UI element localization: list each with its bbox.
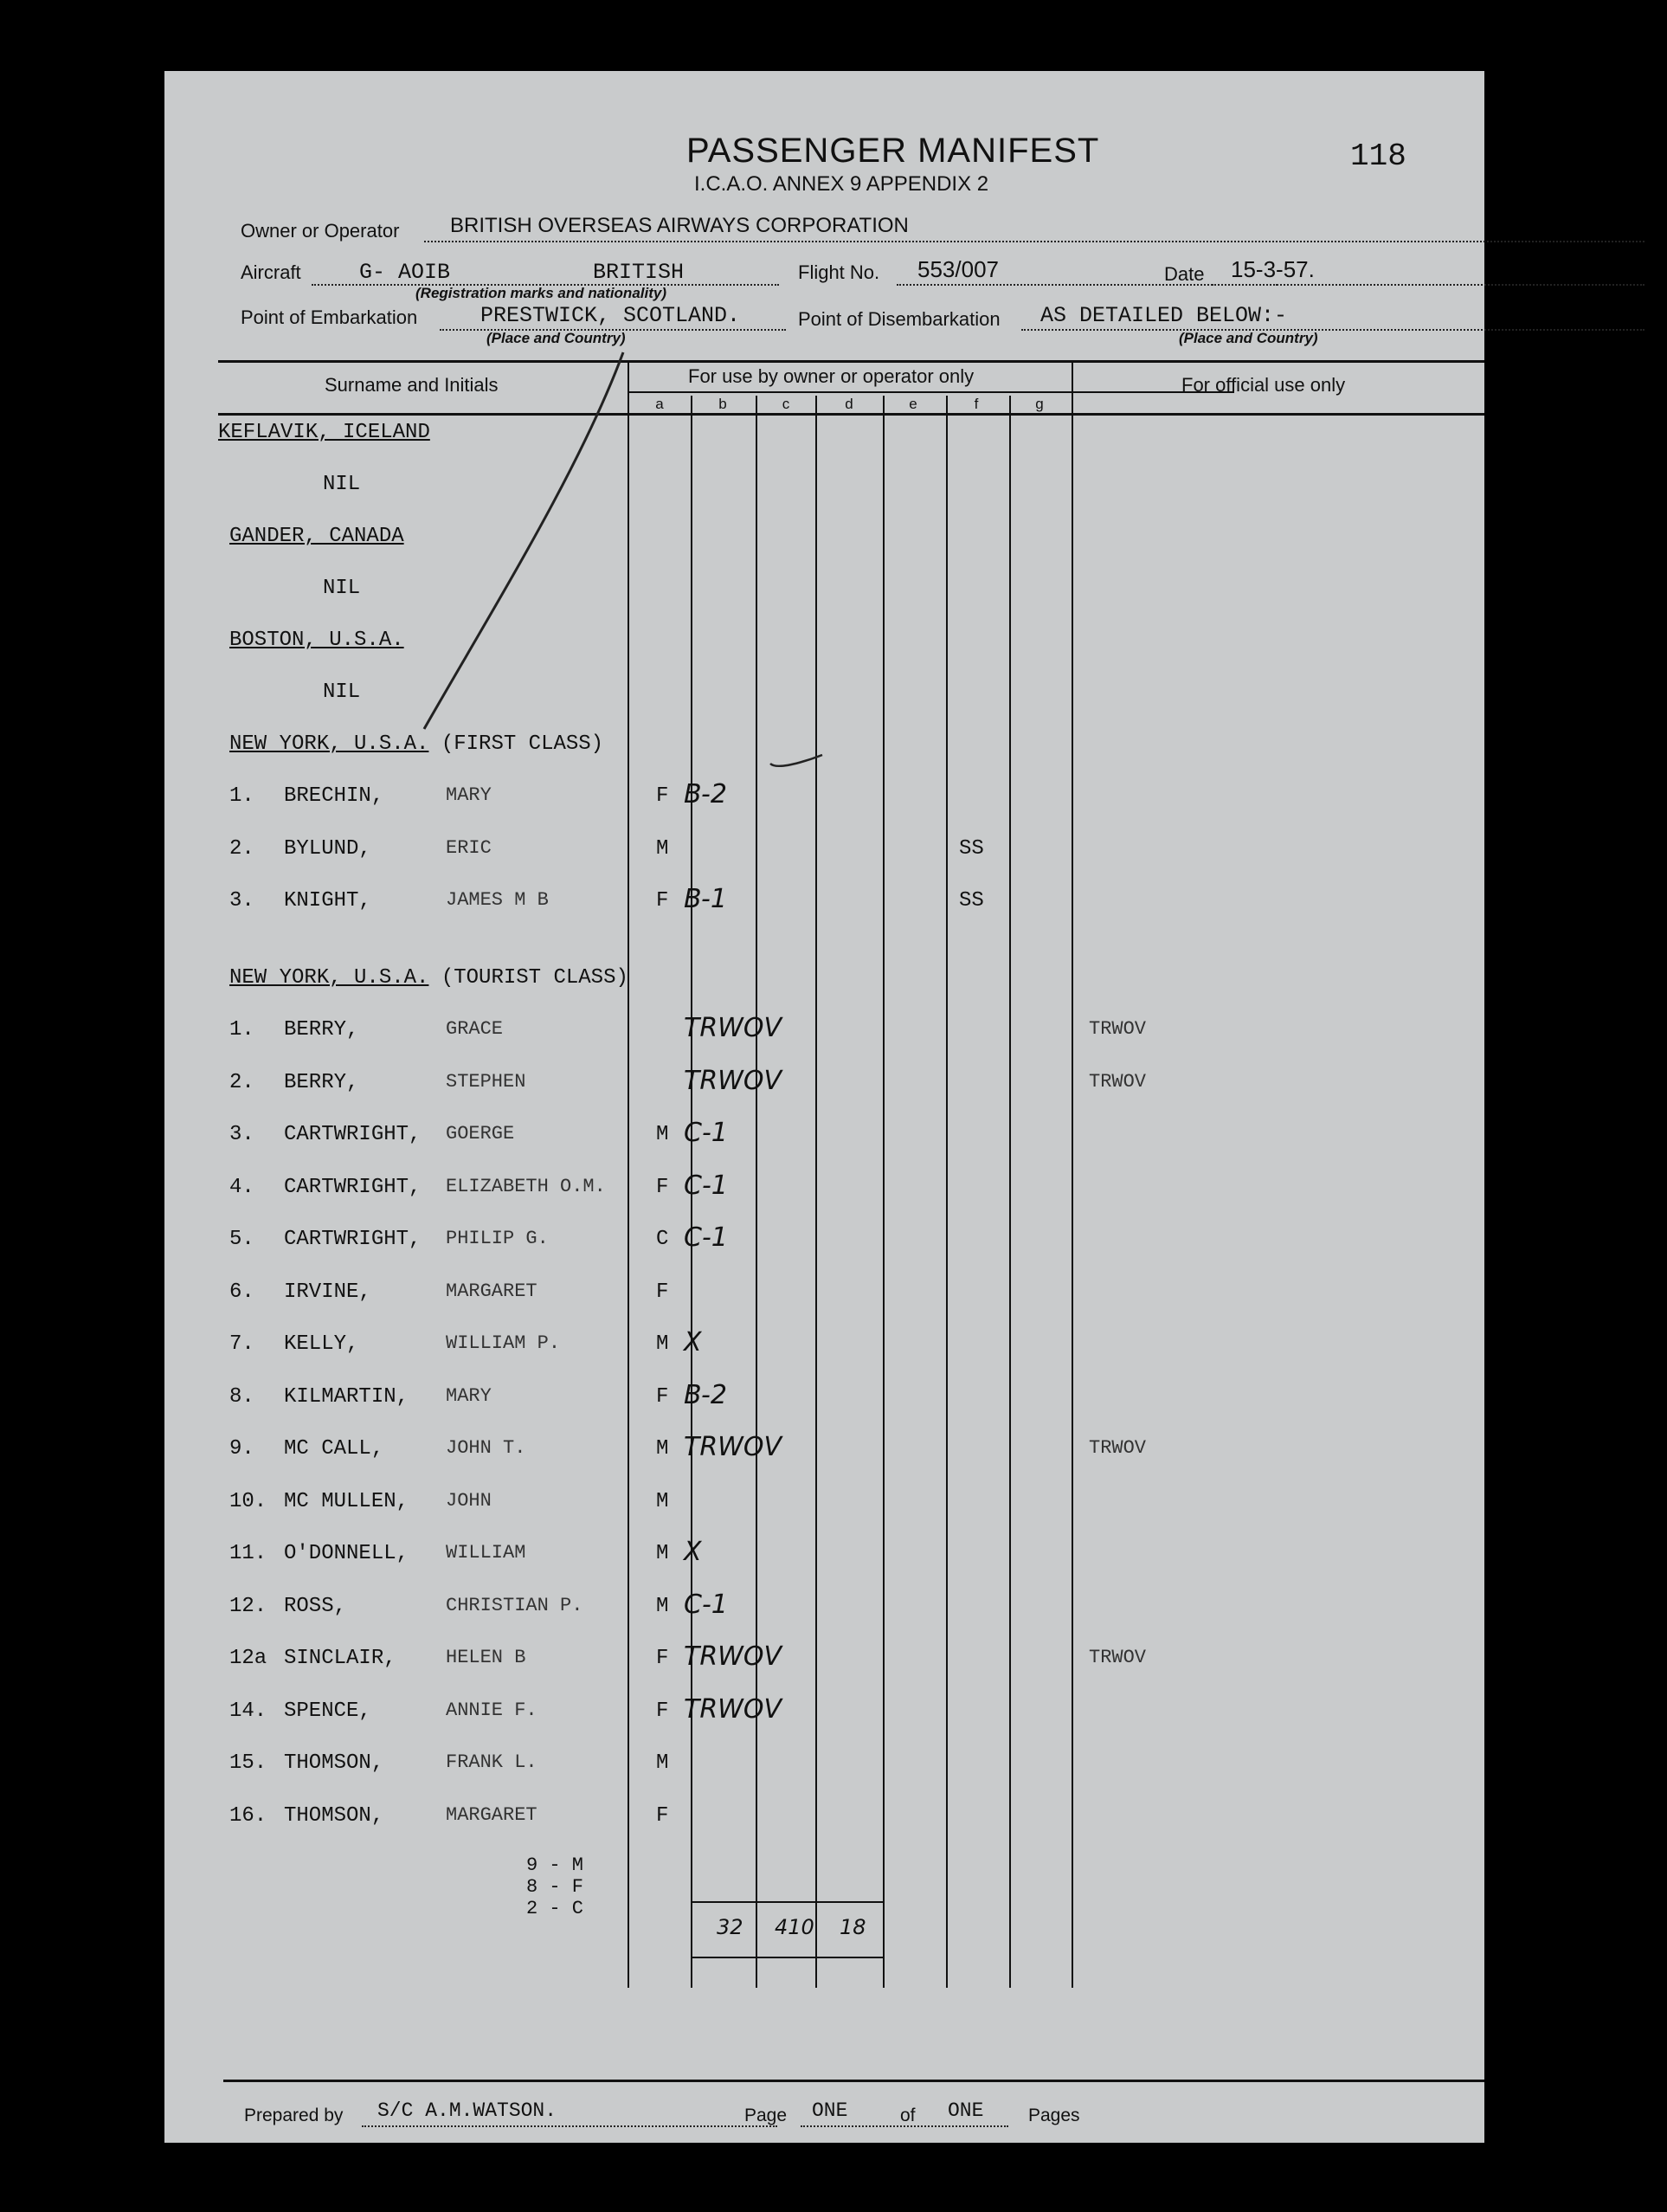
passenger-given-name: MARGARET	[446, 1280, 537, 1302]
surname-header: Surname and Initials	[325, 374, 499, 396]
passenger-given-name: FRANK L.	[446, 1751, 537, 1773]
passenger-surname: BYLUND,	[284, 836, 371, 861]
passenger-number: 15.	[229, 1751, 267, 1775]
passenger-number: 12.	[229, 1594, 267, 1618]
page-value: ONE	[812, 2099, 848, 2122]
owner-label: Owner or Operator	[241, 220, 400, 242]
section-nil-boston: NIL	[323, 680, 361, 704]
passenger-given-name: PHILIP G.	[446, 1228, 549, 1249]
passenger-sex: M	[656, 1123, 669, 1146]
passenger-surname: KILMARTIN,	[284, 1384, 409, 1409]
passenger-given-name: STEPHEN	[446, 1070, 526, 1093]
embarkation-note: (Place and Country)	[486, 330, 626, 346]
owner-dotline	[424, 241, 1644, 242]
passenger-handwritten-mark: C-1	[684, 1589, 728, 1620]
tourist-class-heading	[229, 966, 628, 990]
prepared-value: S/C A.M.WATSON.	[377, 2099, 557, 2122]
column-divider-d	[815, 396, 817, 1988]
passenger-number: 7.	[229, 1332, 254, 1356]
aircraft-nationality: BRITISH	[593, 260, 685, 285]
tourist-class-label: (TOURIST CLASS)	[441, 966, 628, 990]
owner-columns-rule	[628, 391, 1234, 393]
passenger-number: 4.	[229, 1175, 254, 1199]
passenger-sex: F	[656, 889, 669, 913]
disembarkation-note: (Place and Country)	[1179, 330, 1318, 346]
column-divider-e	[883, 396, 885, 1988]
passenger-sex: F	[656, 1280, 669, 1304]
page-label: Page	[744, 2106, 788, 2125]
of-value: ONE	[948, 2099, 984, 2122]
passenger-number: 3.	[229, 889, 254, 913]
flight-label: Flight No.	[798, 261, 880, 283]
column-letter-g: g	[1035, 396, 1044, 412]
passenger-number: 1.	[229, 1018, 254, 1042]
passenger-handwritten-mark: C-1	[684, 1170, 728, 1201]
page-number: 118	[1350, 139, 1406, 174]
disembarkation-dotline	[1021, 329, 1644, 331]
column-letter-a: a	[655, 396, 664, 412]
passenger-handwritten-mark: TRWOV	[684, 1013, 782, 1043]
owner-use-header: For use by owner or operator only	[688, 365, 975, 387]
tourist-class-city: NEW YORK, U.S.A.	[229, 966, 429, 990]
passenger-surname: IRVINE,	[284, 1280, 371, 1304]
total-b: 32	[717, 1915, 743, 1939]
official-use-header: For official use only	[1181, 374, 1346, 396]
passenger-handwritten-mark: C-1	[684, 1118, 728, 1148]
passenger-number: 9.	[229, 1437, 254, 1461]
passenger-handwritten-mark: C-1	[684, 1222, 728, 1253]
passenger-official-code: TRWOV	[1089, 1647, 1147, 1668]
column-letter-e: e	[909, 396, 917, 412]
passenger-given-name: JOHN	[446, 1489, 492, 1512]
passenger-given-name: JAMES M B	[446, 889, 549, 911]
passenger-given-name: HELEN B	[446, 1647, 526, 1668]
passenger-given-name: JOHN T.	[446, 1437, 526, 1459]
passenger-given-name: CHRISTIAN P.	[446, 1594, 583, 1616]
passenger-handwritten-mark: B-2	[684, 779, 727, 809]
passenger-sex: F	[656, 1699, 669, 1723]
first-class-city: NEW YORK, U.S.A.	[229, 732, 429, 756]
passenger-surname: MC CALL,	[284, 1437, 384, 1461]
column-divider-g	[1009, 396, 1011, 1988]
passenger-given-name: MARGARET	[446, 1803, 537, 1826]
column-letter-c: c	[782, 396, 790, 412]
passenger-sex: F	[656, 1384, 669, 1409]
date-label: Date	[1164, 263, 1205, 285]
passenger-handwritten-mark: TRWOV	[684, 1641, 782, 1672]
passenger-number: 16.	[229, 1803, 267, 1828]
passenger-sex: F	[656, 1647, 669, 1670]
table-header-rule	[218, 413, 1484, 416]
passenger-sex: M	[656, 1489, 669, 1513]
prepared-label: Prepared by	[244, 2106, 344, 2125]
passenger-given-name: GRACE	[446, 1018, 504, 1040]
passenger-sex: F	[656, 1175, 669, 1199]
passenger-given-name: ERIC	[446, 836, 492, 859]
date-value: 15-3-57.	[1231, 256, 1315, 282]
passenger-surname: CARTWRIGHT,	[284, 1175, 422, 1199]
of-label: of	[900, 2106, 916, 2125]
passenger-handwritten-mark: X	[684, 1537, 702, 1567]
flight-value: 553/007	[917, 256, 999, 282]
page-dotline	[801, 2125, 1008, 2127]
passenger-number: 14.	[229, 1699, 267, 1723]
total-child: 2 - C	[526, 1898, 584, 1919]
aircraft-label: Aircraft	[241, 261, 301, 283]
total-d: 18	[840, 1915, 866, 1939]
passenger-handwritten-mark: B-1	[684, 884, 727, 914]
passenger-number: 2.	[229, 836, 254, 861]
passenger-surname: THOMSON,	[284, 1803, 384, 1828]
passenger-number: 1.	[229, 784, 254, 808]
disembarkation-label: Point of Disembarkation	[798, 308, 1001, 330]
passenger-handwritten-mark: B-2	[684, 1379, 727, 1410]
passenger-column-f: SS	[959, 836, 984, 861]
passenger-number: 11.	[229, 1542, 267, 1565]
passenger-surname: CARTWRIGHT,	[284, 1123, 422, 1146]
totals-bottom-rule	[691, 1957, 885, 1958]
column-letter-b: b	[718, 396, 727, 412]
passenger-number: 8.	[229, 1384, 254, 1409]
passenger-number: 5.	[229, 1228, 254, 1251]
passenger-number: 2.	[229, 1070, 254, 1094]
passenger-column-f: SS	[959, 889, 984, 913]
page-subtitle: I.C.A.O. ANNEX 9 APPENDIX 2	[694, 172, 989, 196]
section-nil-gander: NIL	[323, 577, 361, 600]
manifest-sheet	[164, 71, 1484, 2143]
passenger-surname: KELLY,	[284, 1332, 359, 1356]
owner-value: BRITISH OVERSEAS AIRWAYS CORPORATION	[450, 214, 909, 237]
passenger-sex: M	[656, 1751, 669, 1775]
passenger-surname: ROSS,	[284, 1594, 347, 1618]
passenger-given-name: ELIZABETH O.M.	[446, 1175, 606, 1197]
section-nil-keflavik: NIL	[323, 473, 361, 496]
column-divider-a	[628, 360, 629, 1988]
section-heading-gander: GANDER, CANADA	[229, 525, 404, 548]
passenger-number: 3.	[229, 1123, 254, 1146]
passenger-official-code: TRWOV	[1089, 1070, 1147, 1093]
first-class-heading	[229, 732, 603, 756]
totals-top-rule	[691, 1901, 885, 1903]
passenger-given-name: WILLIAM P.	[446, 1332, 561, 1354]
embarkation-value: PRESTWICK, SCOTLAND.	[480, 303, 741, 328]
total-c: 410	[775, 1915, 814, 1939]
passenger-handwritten-mark: TRWOV	[684, 1432, 782, 1462]
passenger-number: 12a	[229, 1647, 267, 1670]
passenger-surname: KNIGHT,	[284, 889, 371, 913]
passenger-official-code: TRWOV	[1089, 1018, 1147, 1040]
column-divider-f	[946, 396, 948, 1988]
date-dotline	[1212, 284, 1644, 286]
passenger-sex: M	[656, 1437, 669, 1461]
passenger-given-name: MARY	[446, 1384, 492, 1407]
page-title: PASSENGER MANIFEST	[686, 132, 1100, 170]
registration-note: (Registration marks and nationality)	[415, 285, 666, 301]
total-female: 8 - F	[526, 1876, 584, 1898]
passenger-official-code: TRWOV	[1089, 1437, 1147, 1459]
total-male: 9 - M	[526, 1854, 584, 1876]
table-top-rule	[218, 360, 1484, 363]
passenger-given-name: ANNIE F.	[446, 1699, 537, 1721]
embarkation-label: Point of Embarkation	[241, 306, 418, 328]
column-divider-official	[1072, 360, 1073, 1988]
aircraft-reg: G- AOIB	[359, 260, 451, 285]
passenger-handwritten-mark: X	[684, 1327, 702, 1358]
pages-label: Pages	[1028, 2106, 1080, 2125]
passenger-surname: CARTWRIGHT,	[284, 1228, 422, 1251]
passenger-surname: MC MULLEN,	[284, 1489, 409, 1513]
bracket-mark	[770, 755, 822, 766]
passenger-given-name: MARY	[446, 784, 492, 806]
footer-rule	[223, 2080, 1484, 2082]
passenger-handwritten-mark: TRWOV	[684, 1693, 782, 1725]
passenger-sex: F	[656, 1803, 669, 1828]
column-letter-d: d	[845, 396, 853, 412]
passenger-surname: BERRY,	[284, 1018, 359, 1042]
section-heading-boston: BOSTON, U.S.A.	[229, 629, 404, 652]
prepared-dotline	[362, 2125, 777, 2127]
passenger-sex: M	[656, 1332, 669, 1356]
passenger-surname: O'DONNELL,	[284, 1542, 409, 1565]
passenger-given-name: WILLIAM	[446, 1542, 526, 1564]
first-class-label: (FIRST CLASS)	[441, 732, 604, 756]
passenger-number: 10.	[229, 1489, 267, 1513]
passenger-sex: M	[656, 1542, 669, 1565]
column-divider-c	[756, 396, 757, 1988]
passenger-surname: BERRY,	[284, 1070, 359, 1094]
passenger-surname: THOMSON,	[284, 1751, 384, 1775]
passenger-number: 6.	[229, 1280, 254, 1304]
passenger-sex: C	[656, 1228, 669, 1251]
passenger-sex: M	[656, 836, 669, 861]
passenger-surname: SPENCE,	[284, 1699, 371, 1723]
passenger-surname: SINCLAIR,	[284, 1647, 396, 1670]
passenger-sex: M	[656, 1594, 669, 1618]
passenger-sex: F	[656, 784, 669, 808]
column-letter-f: f	[974, 396, 979, 412]
passenger-handwritten-mark: TRWOV	[684, 1065, 782, 1096]
passenger-given-name: GOERGE	[446, 1123, 515, 1145]
section-heading-keflavik: KEFLAVIK, ICELAND	[218, 421, 430, 444]
diagonal-strike-mark	[424, 352, 623, 729]
passenger-surname: BRECHIN,	[284, 784, 384, 808]
disembarkation-value: AS DETAILED BELOW:-	[1040, 303, 1288, 328]
